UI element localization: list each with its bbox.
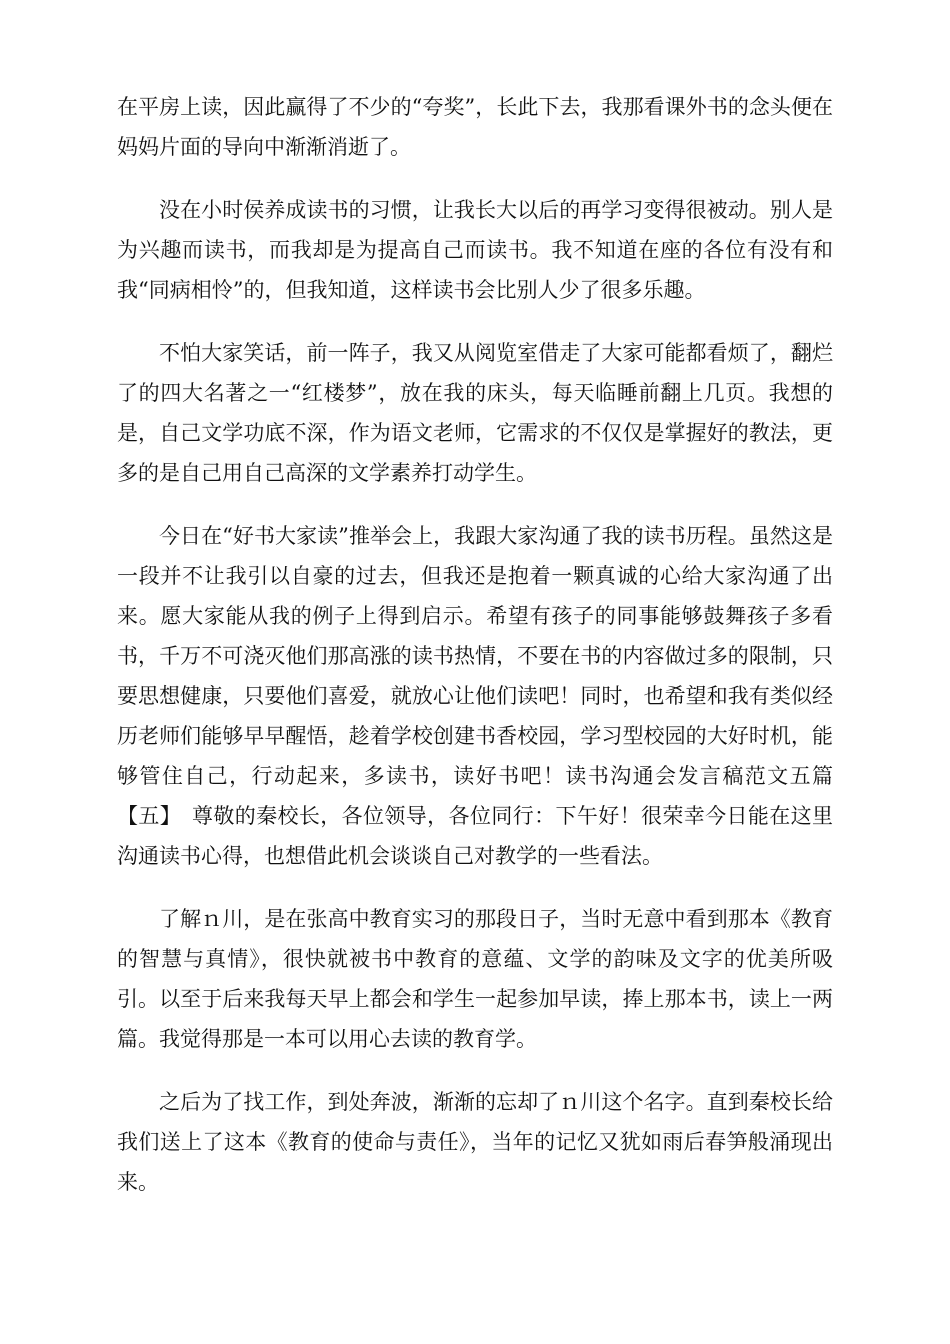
paragraph-2: 没在小时侯养成读书的习惯，让我长大以后的再学习变得很被动。别人是为兴趣而读书，而我却是为提高自己而读书。我不知道在座的各位有没有和我“同病相怜”的，但我知道，这样读书会比别人少了很多乐趣。 bbox=[117, 198, 833, 302]
paragraph-5: 了解ｎ川，是在张高中教育实习的那段日子，当时无意中看到那本《教育的智慧与真情》，很快就被书中教育的意蕴、文学的韵味及文字的优美所吸引。以至于后来我每天早上都会和学生一起参加早读，捧上那本书，读上一两篇。我觉得那是一本可以用心去读的教育学。 bbox=[117, 907, 833, 1051]
paragraph-3: 不怕大家笑话，前一阵子，我又从阅览室借走了大家可能都看烦了，翻烂了的四大名著之一“红楼梦”，放在我的床头，每天临睡前翻上几页。我想的是，自己文学功底不深，作为语文老师，它需求的不仅仅是掌握好的教法，更多的是自己用自己高深的文学素养打动学生。 bbox=[117, 341, 833, 485]
document-body bbox=[117, 87, 833, 1225]
paragraph-1: 在平房上读，因此赢得了不少的“夸奖”，长此下去，我那看课外书的念头便在妈妈片面的导向中渐渐消逝了。 bbox=[117, 95, 833, 159]
paragraph-4: 今日在“好书大家读”推举会上，我跟大家沟通了我的读书历程。虽然这是一段并不让我引以自豪的过去，但我还是抱着一颗真诚的心给大家沟通了出来。愿大家能从我的例子上得到启示。希望有孩子的同事能够鼓舞孩子多看书，千万不可浇灭他们那高涨的读书热情，不要在书的内容做过多的限制，只要思想健康，只要他们喜爱，就放心让他们读吧！同时，也希望和我有类似经历老师们能够早早醒悟，趁着学校创建书香校园，学习型校园的大好时机，能够管住自己，行动起来，多读书，读好书吧！读书沟通会发言稿范文五篇【五】 尊敬的秦校长，各位领导，各位同行：下午好！很荣幸今日能在这里沟通读书心得，也想借此机会谈谈自己对教学的一些看法。 bbox=[117, 524, 833, 868]
paragraph-6: 之后为了找工作，到处奔波，渐渐的忘却了ｎ川这个名字。直到秦校长给我们送上了这本《教育的使命与责任》，当年的记忆又犹如雨后春笋般涌现出来。 bbox=[117, 1090, 833, 1194]
